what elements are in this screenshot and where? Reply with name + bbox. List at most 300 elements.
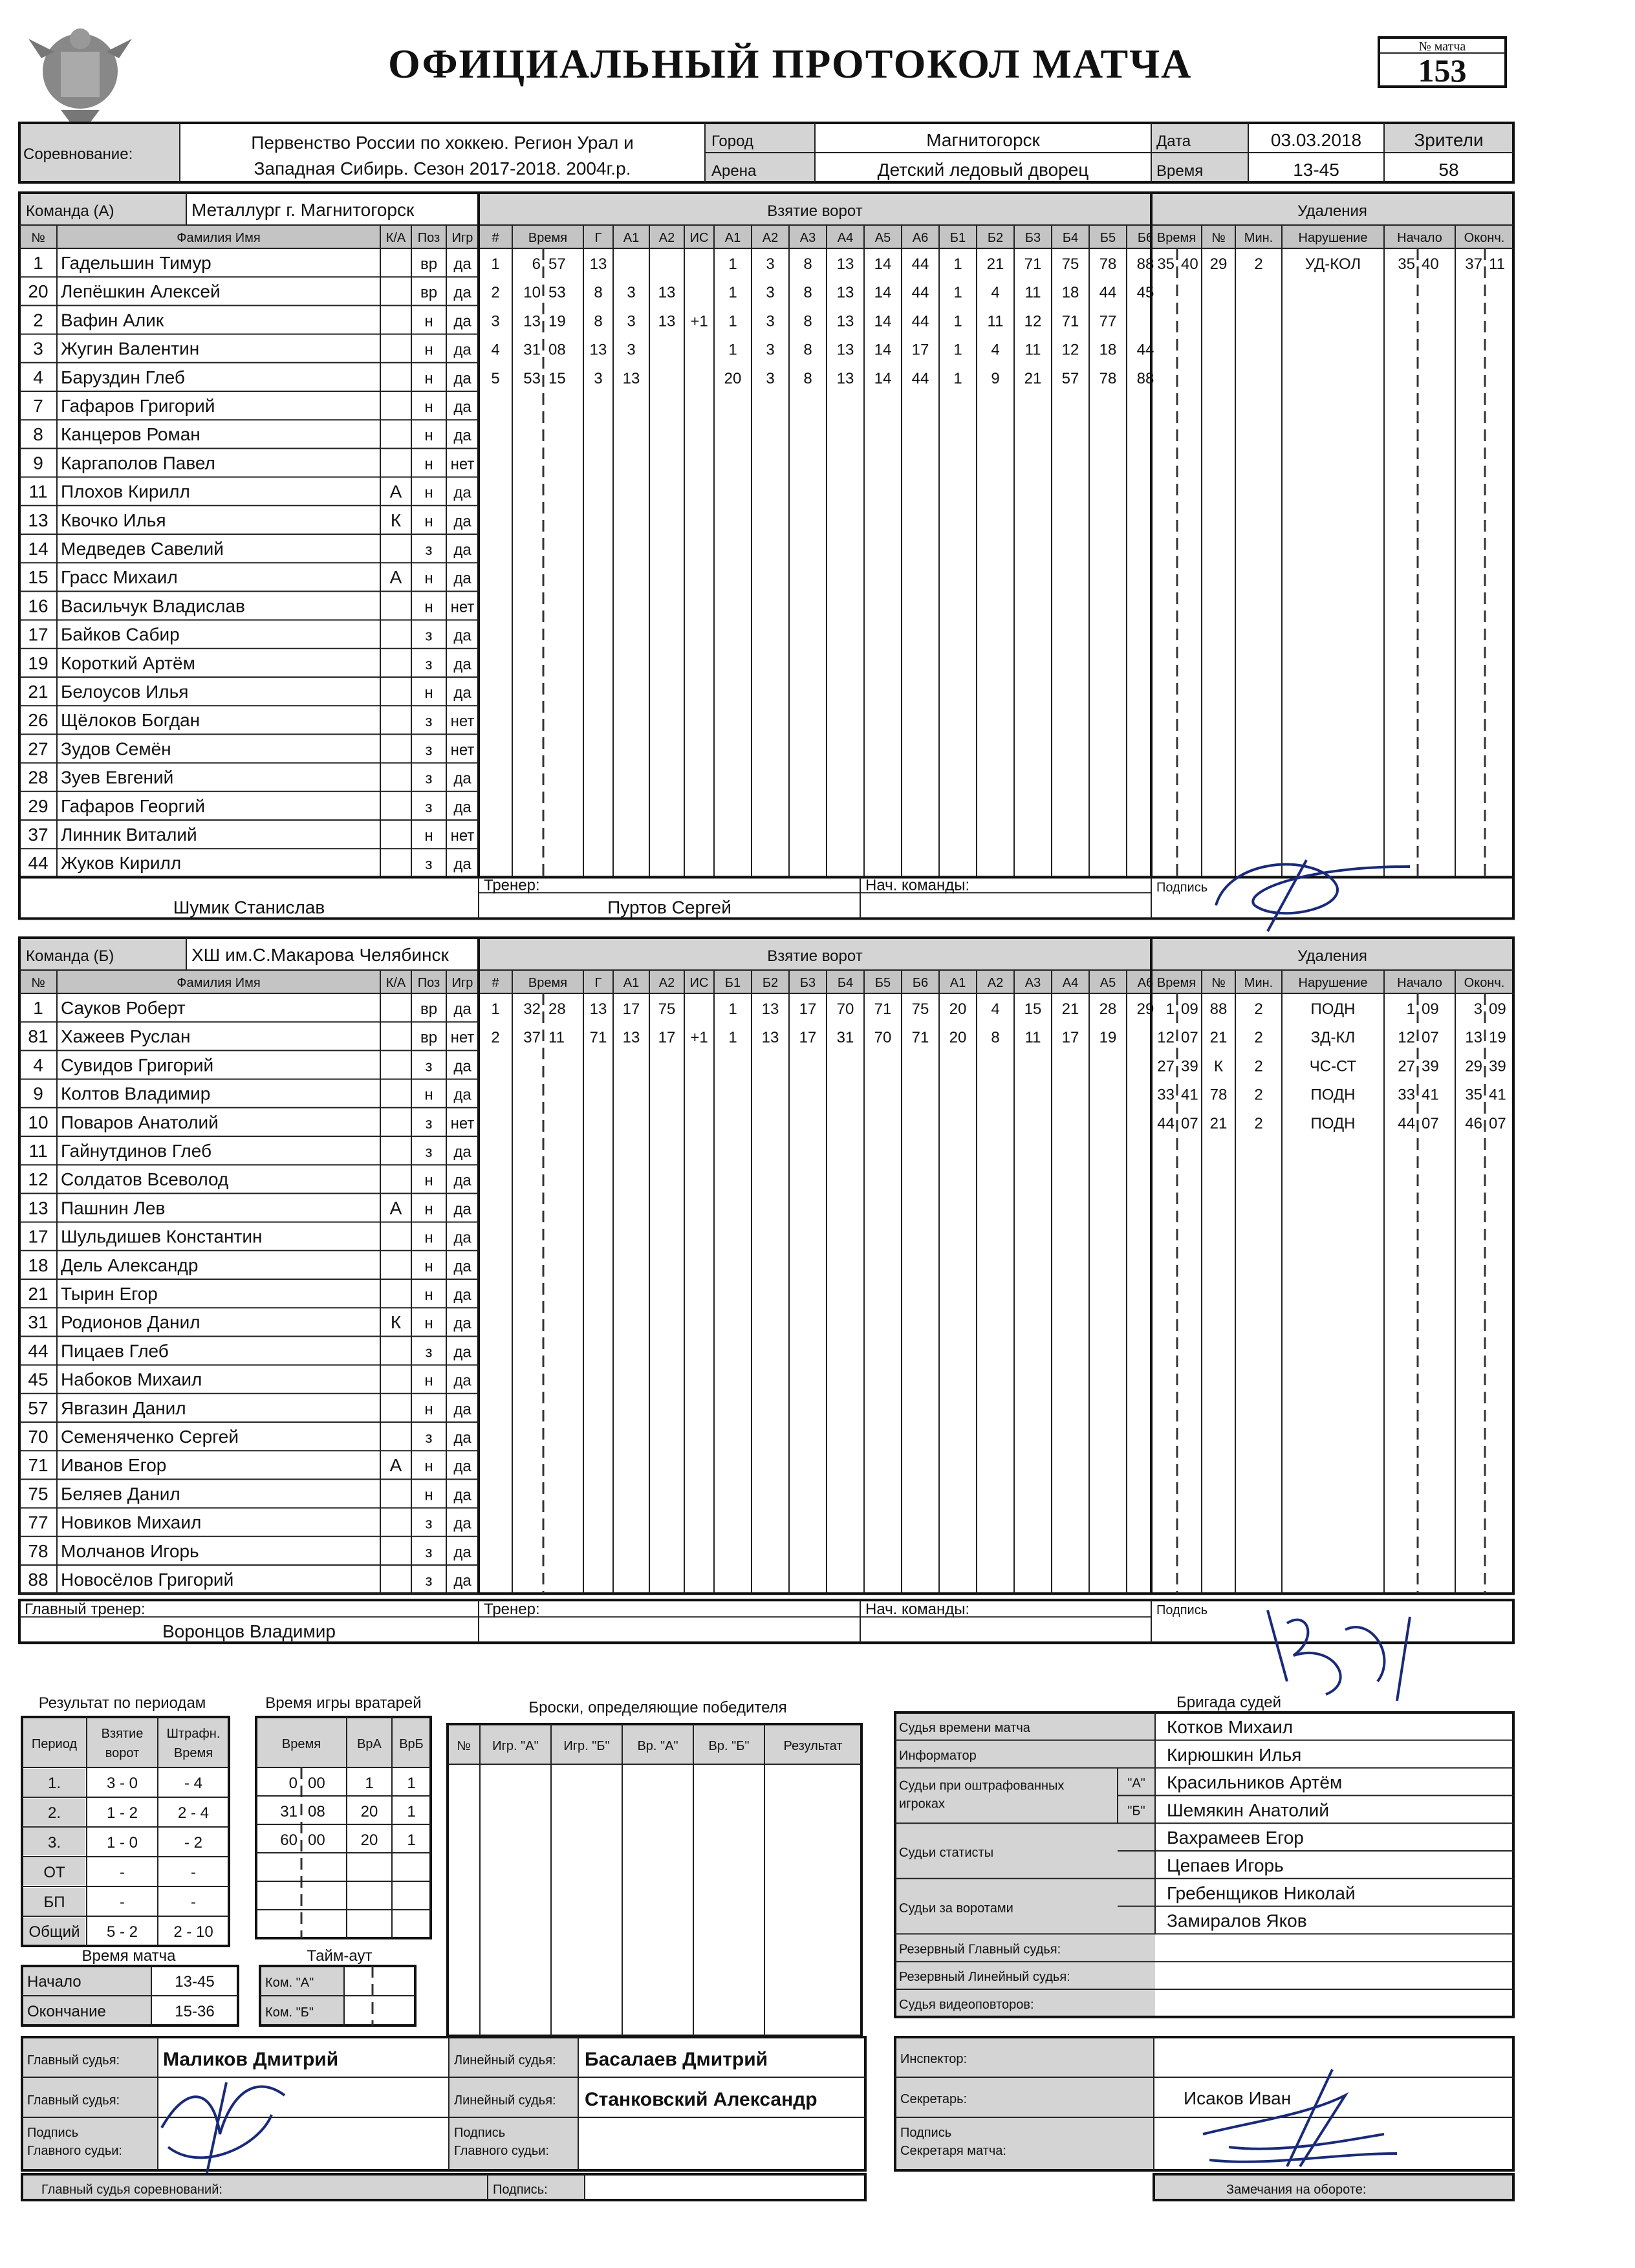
team-a-player-position: н xyxy=(424,455,433,473)
team-a-player-name: Баруздин Глеб xyxy=(61,367,185,387)
team-b-pen-end-sec: 07 xyxy=(1489,1114,1506,1132)
team-b-player-name: Поваров Анатолий xyxy=(61,1112,219,1132)
results-penalty: 2 - 10 xyxy=(173,1923,213,1941)
team-b-label: Команда (Б) xyxy=(26,947,114,965)
team-b-goal-header: Б2 xyxy=(762,976,779,990)
team-b-player-played: да xyxy=(453,1000,471,1018)
team-a-player-position: з xyxy=(425,713,433,731)
team-b-player-played: да xyxy=(453,1543,471,1561)
team-a-goal-cell: 8 xyxy=(594,312,603,330)
match-number-label: № матча xyxy=(1418,39,1466,54)
team-b-player-captain: А xyxy=(389,1455,402,1476)
team-a-player-name: Жуков Кирилл xyxy=(61,853,182,874)
team-b-player-number: 11 xyxy=(28,1141,48,1161)
pb-b-label: "Б" xyxy=(1127,1804,1145,1819)
goalie-min: 0 xyxy=(288,1775,298,1792)
team-b-player-position: з xyxy=(425,1057,433,1075)
goalie-a: 20 xyxy=(360,1803,378,1820)
team-a-goal-cell: 44 xyxy=(911,255,929,273)
team-b-pen-sec: 41 xyxy=(1181,1086,1198,1104)
team-a-goal-no: 5 xyxy=(491,369,500,387)
team-a-goal-sec: 15 xyxy=(548,369,566,387)
team-b-player-played: нет xyxy=(450,1114,475,1132)
results-goals: 3 - 0 xyxy=(106,1775,138,1792)
city-label: Город xyxy=(711,133,753,150)
team-a-player-position: н xyxy=(424,398,433,416)
line-ref-label: Линейный судья: xyxy=(454,2053,556,2068)
team-a-player-position: вр xyxy=(420,255,438,273)
goalie-b: 1 xyxy=(407,1775,416,1792)
team-a-player-name: Квочко Илья xyxy=(61,510,166,530)
results-header: Штрафн. xyxy=(166,1727,221,1741)
team-b-player-position: вр xyxy=(420,1000,438,1018)
team-a-goal-cell: 57 xyxy=(1061,369,1079,387)
team-a-player-name: Гафаров Георгий xyxy=(61,795,206,816)
timeout-title: Тайм-аут xyxy=(307,1947,373,1965)
arena-label: Арена xyxy=(711,162,757,180)
team-a-player-position: н xyxy=(424,312,433,330)
team-b-pen-infraction: ЗД-КЛ xyxy=(1310,1029,1356,1047)
team-a-player-position: н xyxy=(424,684,433,702)
team-a-goal-cell: 11 xyxy=(987,312,1004,330)
main-ref-label-2: Главный судья: xyxy=(27,2093,120,2108)
team-b-pen-end-sec: 39 xyxy=(1489,1057,1506,1075)
team-a-player-name: Короткий Артём xyxy=(61,653,195,673)
team-a-pen-end-sec: 11 xyxy=(1489,255,1505,273)
results-goals: - xyxy=(120,1864,125,1881)
team-a-penalty-header: Нарушение xyxy=(1298,231,1368,245)
team-a-player-number: 37 xyxy=(28,825,49,845)
team-b-player-position: з xyxy=(425,1429,433,1447)
team-b-goal-cell: 19 xyxy=(1099,1029,1117,1047)
results-goals: 1 - 2 xyxy=(106,1804,138,1822)
team-a-goal-cell: 3 xyxy=(594,369,603,387)
team-b-pen-start-sec: 41 xyxy=(1422,1086,1439,1104)
team-b-pen-minutes: 2 xyxy=(1254,1057,1263,1075)
team-a-pen-minutes: 2 xyxy=(1254,255,1263,273)
team-b-goal-cell: 17 xyxy=(799,1000,817,1018)
team-b-goal-header: Время xyxy=(528,976,568,990)
line-sig-label: Подпись xyxy=(454,2126,506,2140)
team-a-penalty-header: Время xyxy=(1156,231,1196,245)
results-header: Период xyxy=(31,1737,78,1751)
team-b-pen-minutes: 2 xyxy=(1254,1086,1263,1104)
results-penalty: - xyxy=(191,1894,196,1911)
referee-name: Цепаев Игорь xyxy=(1167,1855,1284,1875)
team-b-player-position: н xyxy=(424,1200,433,1218)
team-b-pen-end-min: 35 xyxy=(1465,1086,1482,1104)
goalie-sec: 08 xyxy=(308,1803,325,1820)
match-time-title: Время матча xyxy=(81,1947,176,1965)
team-b-goal-cell: 20 xyxy=(949,1000,967,1018)
team-a-goal-cell: 3 xyxy=(627,284,636,302)
team-a-goal-cell: 88 xyxy=(1136,255,1154,273)
team-b-player-name: Пицаев Глеб xyxy=(61,1341,169,1361)
team-b-pen-start-sec: 07 xyxy=(1422,1114,1439,1132)
team-a-goal-cell: 18 xyxy=(1099,341,1117,359)
team-b-player-position: з xyxy=(425,1143,433,1161)
team-b-player-played: да xyxy=(453,1429,471,1447)
team-a-goal-cell: 11 xyxy=(1024,284,1041,302)
team-a-player-played: нет xyxy=(450,827,475,845)
team-a-head-label: Нач. команды: xyxy=(865,876,970,894)
referee-name: Шемякин Анатолий xyxy=(1167,1800,1329,1820)
team-b-player-played: да xyxy=(453,1486,471,1504)
team-b-goal-cell: 17 xyxy=(799,1029,817,1047)
team-b-penalty-header: Время xyxy=(1156,976,1196,990)
team-a-goal-cell: 3 xyxy=(766,369,775,387)
team-a-player-number: 1 xyxy=(33,253,43,273)
team-b-player-name: Новосёлов Григорий xyxy=(61,1570,234,1590)
referee-name: Котков Михаил xyxy=(1167,1717,1294,1737)
team-b-goal-cell: 71 xyxy=(911,1029,929,1047)
team-a-player-number: 13 xyxy=(28,510,49,530)
team-b-goal-cell: 29 xyxy=(1136,1000,1154,1018)
team-a-player-name: Байков Сабир xyxy=(61,624,180,645)
team-b-player-header: К/А xyxy=(385,976,406,990)
team-b-goal-cell: 70 xyxy=(874,1029,892,1047)
team-b-goal-cell: 4 xyxy=(991,1000,1000,1018)
goalie-header: ВрА xyxy=(357,1737,382,1751)
team-a-goal-cell: 13 xyxy=(836,312,854,330)
team-a-goal-cell: 8 xyxy=(803,369,812,387)
team-a-player-position: н xyxy=(424,369,433,387)
team-b-pen-min: 27 xyxy=(1157,1057,1175,1075)
sign-label: Подпись: xyxy=(493,2183,548,2197)
team-b-player-played: да xyxy=(453,1257,471,1275)
team-b-player-played: да xyxy=(453,1572,471,1590)
team-a-goal-cell: 1 xyxy=(728,284,737,302)
referee-name: Красильников Артём xyxy=(1167,1772,1343,1793)
team-b-pen-infraction: ПОДН xyxy=(1310,1114,1356,1132)
team-a-player-number: 14 xyxy=(28,539,49,559)
team-b-goal-cell: 71 xyxy=(874,1000,892,1018)
pb-a-label: "А" xyxy=(1127,1776,1145,1791)
team-a-goal-cell: 1 xyxy=(953,369,962,387)
line-ref-label-2: Линейный судья: xyxy=(454,2093,556,2108)
team-b-goal-cell: 8 xyxy=(991,1029,1000,1047)
team-a-goal-header: Б1 xyxy=(949,231,966,245)
team-a-player-position: з xyxy=(425,798,433,816)
team-a-player-played: нет xyxy=(450,713,475,731)
team-a-penalty-header: Мин. xyxy=(1244,231,1273,245)
team-b-pen-player: К xyxy=(1214,1057,1223,1075)
team-a-player-played: да xyxy=(453,541,471,559)
team-b-pen-sec: 39 xyxy=(1181,1057,1198,1075)
results-penalty: - 4 xyxy=(184,1775,203,1792)
team-b-pen-minutes: 2 xyxy=(1254,1029,1263,1047)
date-label: Дата xyxy=(1156,133,1191,150)
goalie-sec: 00 xyxy=(308,1831,325,1849)
team-b-signature-label: Подпись xyxy=(1156,1603,1208,1618)
team-a-player-played: да xyxy=(453,770,471,788)
results-period: 3. xyxy=(47,1834,61,1852)
team-b-coach: Воронцов Владимир xyxy=(162,1621,336,1642)
results-penalty: - xyxy=(191,1864,196,1881)
team-b-player-played: да xyxy=(453,1343,471,1361)
competition-line-1: Первенство России по хоккею. Регион Урал и xyxy=(251,133,634,153)
team-a-player-number: 15 xyxy=(28,567,49,588)
line-ref-1: Басалаев Дмитрий xyxy=(585,2049,768,2070)
team-b-pen-sec: 07 xyxy=(1181,1029,1198,1047)
team-b-player-played: да xyxy=(453,1458,471,1476)
goalie-a: 20 xyxy=(360,1831,378,1849)
team-b-goal-cell: 21 xyxy=(1061,1000,1079,1018)
main-sig-label: Главного судьи: xyxy=(27,2144,122,2158)
team-b-player-position: н xyxy=(424,1257,433,1275)
match-end: 15-36 xyxy=(175,2003,215,2020)
team-a-player-captain: А xyxy=(389,567,402,588)
team-b-player-position: з xyxy=(425,1543,433,1561)
team-b-pen-start-min: 12 xyxy=(1398,1029,1415,1047)
team-a-player-name: Вафин Алик xyxy=(61,310,164,330)
team-b-goal-cell: 28 xyxy=(1099,1000,1117,1018)
team-a-pen-end-min: 37 xyxy=(1465,255,1482,273)
team-b-player-position: н xyxy=(424,1458,433,1476)
team-b-goal-header: А1 xyxy=(623,976,640,990)
team-a-goal-cell: 21 xyxy=(986,255,1004,273)
timeout-a-label: Ком. "А" xyxy=(265,1976,314,1990)
team-b-pen-end-sec: 19 xyxy=(1489,1029,1506,1047)
team-a-player-number: 2 xyxy=(33,310,43,330)
team-a-goal-cell: 8 xyxy=(803,341,812,359)
results-period: 2. xyxy=(47,1804,61,1822)
time-value: 13-45 xyxy=(1293,160,1339,180)
team-b-goal-header: А4 xyxy=(1062,976,1079,990)
team-a-player-header: К/А xyxy=(385,231,406,245)
team-b-player-position: н xyxy=(424,1172,433,1190)
team-a-player-name: Каргаполов Павел xyxy=(61,453,215,473)
team-a-goal-cell: +1 xyxy=(690,312,708,330)
team-a-goal-cell: 9 xyxy=(991,369,1000,387)
time-label: Время xyxy=(1156,162,1204,180)
team-a-player-number: 44 xyxy=(28,853,49,874)
team-b-goal-header: Б1 xyxy=(724,976,741,990)
team-b-pen-min: 33 xyxy=(1157,1086,1175,1104)
timeout-b-label: Ком. "Б" xyxy=(265,2005,314,2020)
team-b-goal-cell: 20 xyxy=(949,1029,967,1047)
team-a-player-name: Плохов Кирилл xyxy=(61,481,190,502)
team-a-goal-cell: 21 xyxy=(1024,369,1042,387)
team-a-player-played: да xyxy=(453,798,471,816)
team-a-goal-cell: 3 xyxy=(627,341,636,359)
team-a-pen-start-min: 35 xyxy=(1398,255,1415,273)
team-b-player-name: Сауков Роберт xyxy=(61,998,186,1018)
team-b-goal-header: Г xyxy=(594,976,602,990)
team-a-goal-header: Б2 xyxy=(987,231,1004,245)
team-b-player-captain: К xyxy=(390,1312,402,1333)
team-a-player-played: да xyxy=(453,856,471,874)
team-a-player-name: Гафаров Григорий xyxy=(61,396,215,416)
shootout-header: Результат xyxy=(783,1739,843,1753)
team-b-player-header: Игр xyxy=(451,976,473,990)
team-b-player-name: Солдатов Всеволод xyxy=(61,1169,229,1190)
team-b-goal-cell: 1 xyxy=(728,1029,737,1047)
team-a-goal-cell: 14 xyxy=(874,369,892,387)
team-b-player-number: 9 xyxy=(33,1083,43,1104)
team-a-goal-header: Время xyxy=(528,231,568,245)
team-b-pen-minutes: 2 xyxy=(1254,1114,1263,1132)
team-a-player-played: нет xyxy=(450,598,475,616)
team-a-goal-cell: 1 xyxy=(953,341,962,359)
time-judge-label: Судья времени матча xyxy=(899,1721,1030,1735)
team-b-player-number: 45 xyxy=(28,1369,49,1390)
team-a-goal-header: Г xyxy=(594,231,602,245)
team-a-player-position: з xyxy=(425,741,433,759)
team-a-player-number: 28 xyxy=(28,767,49,788)
team-a-goal-cell: 44 xyxy=(1099,284,1117,302)
team-b-player-played: нет xyxy=(450,1029,475,1047)
team-b-player-number: 57 xyxy=(28,1398,49,1418)
team-a-player-played: да xyxy=(453,684,471,702)
team-b-goal-sec: 11 xyxy=(548,1029,565,1047)
team-a-goal-cell: 71 xyxy=(1061,312,1079,330)
team-a-player-captain: К xyxy=(390,510,402,530)
team-a-goal-cell: 13 xyxy=(836,255,854,273)
team-b-player-position: н xyxy=(424,1486,433,1504)
team-b-player-played: да xyxy=(453,1143,471,1161)
team-a-player-number: 21 xyxy=(28,682,49,702)
team-a-goal-cell: 13 xyxy=(622,369,640,387)
team-a-goal-cell: 1 xyxy=(953,312,962,330)
team-a-goal-sec: 53 xyxy=(548,284,566,302)
team-a-player-position: н xyxy=(424,827,433,845)
shootout-frame xyxy=(448,1724,861,2036)
team-a-goal-cell: 13 xyxy=(658,312,676,330)
team-b-player-played: да xyxy=(453,1286,471,1304)
team-b-player-number: 4 xyxy=(33,1055,43,1075)
team-b-pen-player: 21 xyxy=(1209,1029,1228,1047)
team-b-player-played: да xyxy=(453,1315,471,1333)
team-a-goal-cell: 1 xyxy=(728,312,737,330)
team-b-penalty-header: Оконч. xyxy=(1464,976,1505,990)
team-b-player-played: да xyxy=(453,1172,471,1190)
team-a-goal-cell: 18 xyxy=(1061,284,1079,302)
main-ref-signature-icon xyxy=(162,2082,285,2173)
sec-sig-label: Подпись xyxy=(900,2126,952,2140)
team-b-goal-cell: 70 xyxy=(836,1000,854,1018)
team-b-pen-end-min: 29 xyxy=(1465,1057,1482,1075)
team-b-pen-min: 44 xyxy=(1157,1114,1175,1132)
team-a-label: Команда (А) xyxy=(26,202,114,220)
page-title: ОФИЦИАЛЬНЫЙ ПРОТОКОЛ МАТЧА xyxy=(388,41,1193,87)
team-a-player-position: з xyxy=(425,856,433,874)
team-b-pen-start-sec: 07 xyxy=(1422,1029,1439,1047)
team-b-goal-min: 37 xyxy=(523,1029,541,1047)
team-b-pen-infraction: ПОДН xyxy=(1310,1086,1356,1104)
team-a-goal-no: 3 xyxy=(491,312,500,330)
team-b-player-position: н xyxy=(424,1315,433,1333)
team-b-player-name: Дель Александр xyxy=(61,1255,199,1275)
team-b-trainer-label: Тренер: xyxy=(484,1601,540,1619)
results-period: ОТ xyxy=(43,1864,65,1881)
team-b-player-name: Колтов Владимир xyxy=(61,1083,211,1104)
team-a-player-number: 8 xyxy=(33,424,43,445)
team-a-goal-header: А1 xyxy=(623,231,640,245)
team-a-goal-cell: 78 xyxy=(1099,255,1117,273)
team-a-goal-cell: 3 xyxy=(627,312,636,330)
team-b-pen-end-sec: 09 xyxy=(1489,1000,1506,1018)
team-a-goal-cell: 1 xyxy=(953,255,962,273)
team-a-player-played: да xyxy=(453,398,471,416)
team-b-player-position: з xyxy=(425,1572,433,1590)
team-a-player-number: 16 xyxy=(28,596,49,616)
team-b-player-position: з xyxy=(425,1343,433,1361)
shootout-header: Игр. "А" xyxy=(492,1739,539,1753)
team-a-pen-player: 29 xyxy=(1209,255,1228,273)
team-b-player-number: 44 xyxy=(28,1341,49,1361)
team-a-goal-cell: 20 xyxy=(724,369,742,387)
team-a-player-number: 26 xyxy=(28,710,49,731)
results-header: Взятие xyxy=(101,1727,144,1741)
team-a-player-name: Жугин Валентин xyxy=(61,338,200,359)
spectators-label: Зрители xyxy=(1414,130,1484,150)
team-a-goal-cell: 44 xyxy=(911,284,929,302)
team-a-signature-icon xyxy=(1216,860,1410,931)
team-b-goal-cell: 75 xyxy=(658,1000,676,1018)
team-a-goal-cell: 11 xyxy=(1024,341,1041,359)
team-a-goal-header: А3 xyxy=(799,231,816,245)
team-a-goal-header: А4 xyxy=(837,231,854,245)
team-a-pen-sec: 40 xyxy=(1181,255,1198,273)
reserve-line-label: Резервный Линейный судья: xyxy=(899,1970,1070,1985)
team-b-goal-cell: 13 xyxy=(622,1029,640,1047)
results-penalty: 2 - 4 xyxy=(177,1804,210,1822)
results-period: БП xyxy=(43,1894,65,1911)
match-start: 13-45 xyxy=(175,1973,215,1991)
team-a-penalty-header: Начало xyxy=(1397,231,1442,245)
team-a-player-name: Зудов Семён xyxy=(61,739,171,759)
team-b-player-number: 13 xyxy=(28,1198,49,1218)
team-a-goal-cell: 13 xyxy=(836,341,854,359)
team-b-goal-header: А5 xyxy=(1099,976,1116,990)
team-b-penalties-title: Удаления xyxy=(1297,947,1367,965)
team-b-goals-title: Взятие ворот xyxy=(767,947,863,965)
team-a-player-position: н xyxy=(424,427,433,445)
team-b-player-name: Сувидов Григорий xyxy=(61,1055,214,1075)
team-b-goal-header: А2 xyxy=(987,976,1004,990)
referee-name: Вахрамеев Егор xyxy=(1167,1828,1304,1848)
match-number: 153 xyxy=(1418,52,1467,88)
team-a-goal-cell: 75 xyxy=(1061,255,1079,273)
team-a-goal-no: 1 xyxy=(491,255,500,273)
team-a-goal-sec: 08 xyxy=(548,341,566,359)
team-a-goal-cell: 8 xyxy=(803,284,812,302)
team-b-player-played: да xyxy=(453,1200,471,1218)
inspector-label: Инспектор: xyxy=(900,2052,968,2066)
team-b-player-name: Молчанов Игорь xyxy=(61,1540,199,1561)
match-end-label: Окончание xyxy=(27,2003,106,2020)
results-goals: 1 - 0 xyxy=(106,1834,138,1852)
team-b-pen-player: 78 xyxy=(1209,1086,1228,1104)
goalie-title: Время игры вратарей xyxy=(265,1694,422,1712)
team-b-player-number: 75 xyxy=(28,1484,49,1504)
team-b-player-position: н xyxy=(424,1286,433,1304)
team-a-player-played: да xyxy=(453,369,471,387)
results-title: Результат по периодам xyxy=(38,1694,206,1712)
comp-ref-label: Главный судья соревнований: xyxy=(41,2183,222,2197)
team-b-player-number: 18 xyxy=(28,1255,49,1275)
goalie-header: Время xyxy=(281,1737,321,1751)
team-a-player-header: Игр xyxy=(451,231,473,245)
team-b-player-name: Родионов Данил xyxy=(61,1312,200,1333)
team-a-goal-cell: 13 xyxy=(589,255,607,273)
team-a-goal-cell: 1 xyxy=(953,284,962,302)
team-a-goal-no: 2 xyxy=(491,284,500,302)
results-goals: - xyxy=(120,1894,125,1911)
team-a-player-played: да xyxy=(453,255,471,273)
results-period: 1. xyxy=(47,1775,61,1792)
